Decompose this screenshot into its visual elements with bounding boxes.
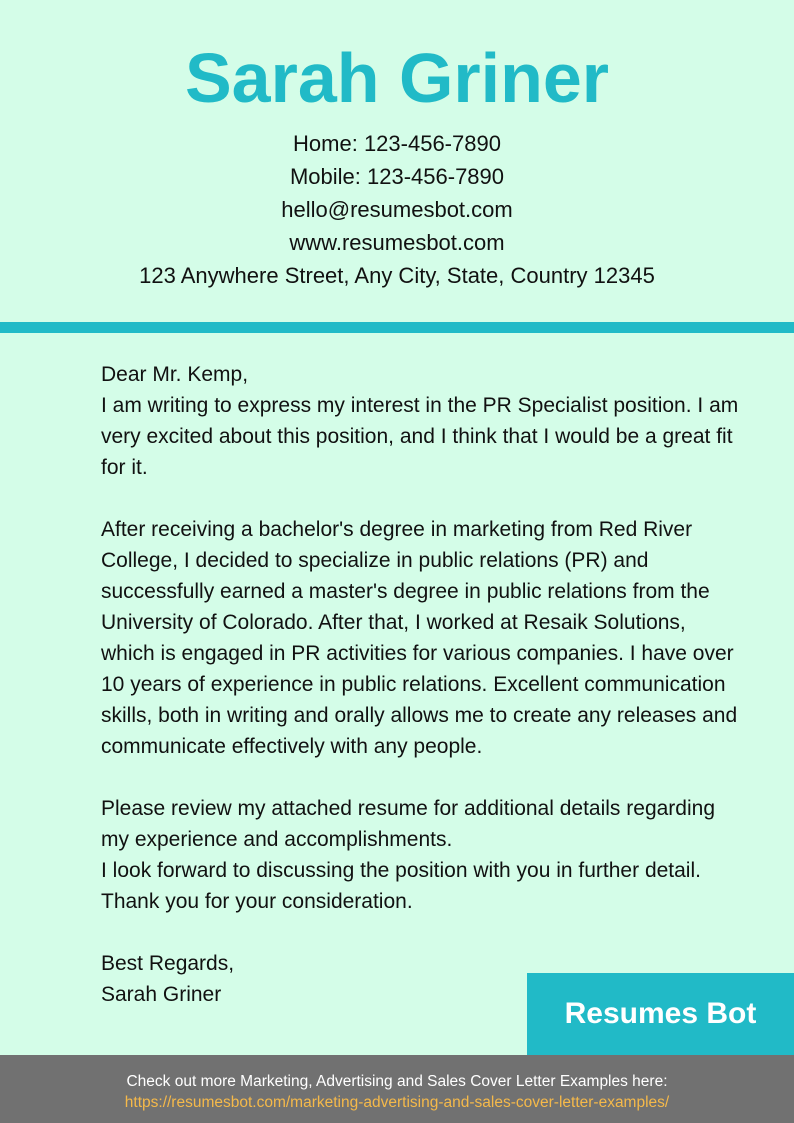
street-address: 123 Anywhere Street, Any City, State, Country 12345	[139, 263, 655, 288]
brand-logo	[527, 973, 794, 1055]
paragraph-review: Please review my attached resume for additional details regarding my experience and accomplishments.	[101, 797, 715, 851]
home-phone: Home: 123-456-7890	[293, 131, 501, 156]
signature: Sarah Griner	[101, 983, 222, 1006]
footer	[0, 1055, 794, 1123]
contact-info	[0, 127, 794, 292]
letter-body	[101, 359, 741, 1010]
footer-message: Check out more Marketing, Advertising and Sales Cover Letter Examples here:	[126, 1073, 668, 1090]
paragraph-closing-remarks: I look forward to discussing the position with you in further detail. Thank you for your consideration.	[101, 859, 701, 913]
letter-header	[0, 0, 794, 322]
website: www.resumesbot.com	[289, 230, 505, 255]
closing: Best Regards,	[101, 952, 235, 975]
paragraph-experience: After receiving a bachelor's degree in marketing from Red River College, I decided to specialize in public relations (PR) and successfully earned a master's degree in public relations from the University of Colorado. After that, I worked at Resaik Solutions, which is engaged in PR activities for various companies. I have over 10 years of experience in public relations. Excellent communication skills, both in writing and orally allows me to create any releases and communicate effectively with any people.	[101, 518, 738, 758]
email-address: hello@resumesbot.com	[281, 197, 513, 222]
applicant-name: Sarah Griner	[184, 39, 610, 117]
salutation: Dear Mr. Kemp,	[101, 363, 249, 386]
paragraph-intro: I am writing to express my interest in the PR Specialist position. I am very excited about this position, and I think that I would be a great fit for it.	[101, 394, 739, 479]
header-divider	[0, 322, 794, 333]
footer-link[interactable]: https://resumesbot.com/marketing-advertising-and-sales-cover-letter-examples/	[124, 1094, 670, 1111]
brand-label: Resumes Bot	[564, 997, 757, 1030]
mobile-phone: Mobile: 123-456-7890	[289, 164, 505, 189]
